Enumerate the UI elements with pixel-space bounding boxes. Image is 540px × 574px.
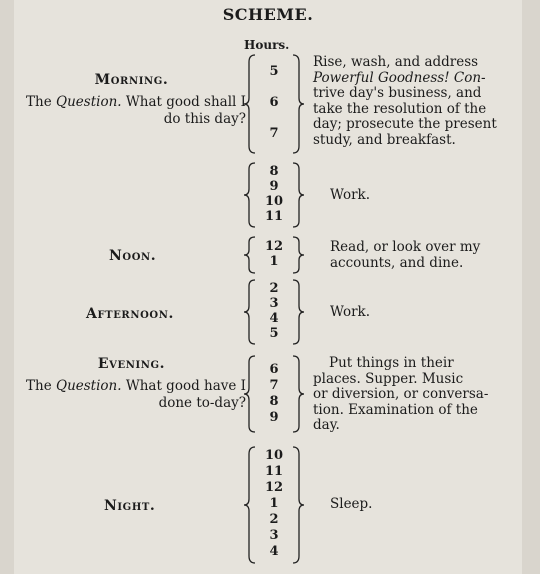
hour: 12 [264,239,284,254]
hours-morning [259,56,289,149]
morning-description: Rise, wash, and address Powerful Goodness! Con- trive day's business, and take the resolution of the day; prosecute the present study, and breakfast. [313,54,497,148]
brace-left-work1 [244,162,256,228]
hour: 11 [264,464,284,479]
hour: 5 [269,64,279,79]
brace-right-evening [292,355,304,433]
afternoon-description: Work. [330,304,371,320]
hour: 8 [269,394,279,409]
hour: 7 [269,126,279,141]
hours-afternoon [259,281,289,341]
hour: 10 [264,194,284,209]
brace-left-morning [244,54,256,154]
hour: 3 [269,296,279,311]
evening-description: Put things in their places. Supper. Music or diversion, or conversa- tion. Examination of the day. [313,355,489,433]
hours-work1 [259,164,289,224]
hour: 6 [269,362,279,377]
hour: 4 [269,544,279,559]
brace-right-night [292,446,304,564]
hour: 10 [264,448,284,463]
morning-label-block [14,72,249,128]
hour: 8 [269,164,279,179]
brace-right-noon [292,236,304,274]
hours-evening [259,362,289,426]
scheme-title: SCHEME. [222,5,314,24]
hour: 1 [269,496,279,511]
evening-label-block [14,356,249,412]
hour: 1 [269,254,279,269]
morning-question: The Question. What good shall I do this day? [26,94,246,127]
hour: 7 [269,378,279,393]
brace-right-afternoon [292,279,304,345]
period-label-noon: Noon. [109,248,157,264]
page [14,0,522,574]
period-label-night: Night. [104,498,156,514]
hour: 2 [269,512,279,527]
brace-left-night [244,446,256,564]
hours-column-header: Hours. [244,38,290,52]
noon-description: Read, or look over my accounts, and dine. [330,239,481,271]
hour: 9 [269,410,279,425]
brace-right-work1 [292,162,304,228]
hour: 3 [269,528,279,543]
period-label-evening: Evening. [97,356,166,372]
period-label-afternoon: Afternoon. [86,306,174,322]
night-description: Sleep. [330,496,373,512]
work1-description: Work. [330,187,371,203]
brace-left-noon [244,236,256,274]
hour: 11 [264,209,284,224]
brace-right-morning [292,54,304,154]
evening-question: The Question. What good have I done to-day? [26,378,246,411]
hour: 6 [269,95,279,110]
hour: 5 [269,326,279,341]
hour: 4 [269,311,279,326]
hour: 9 [269,179,279,194]
hour: 2 [269,281,279,296]
brace-left-afternoon [244,279,256,345]
brace-left-evening [244,355,256,433]
period-label-morning: Morning. [94,72,169,88]
hours-noon [259,239,289,269]
hours-night [259,448,289,560]
hour: 12 [264,480,284,495]
